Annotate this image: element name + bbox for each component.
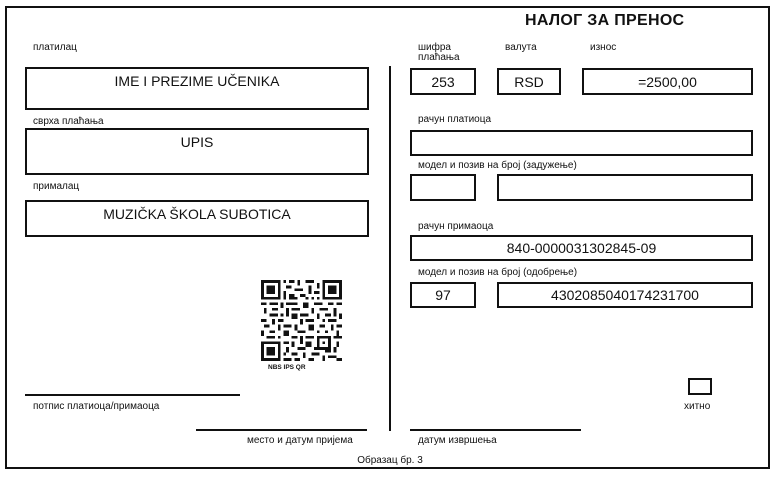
amount-field[interactable] (582, 68, 753, 95)
urgent-checkbox[interactable] (688, 378, 712, 395)
credit-reference-value: 4302085040174231700 (551, 287, 699, 303)
place-date-line (196, 429, 367, 431)
credit-model-value: 97 (435, 287, 451, 303)
recipient-account-value: 840-0000031302845-09 (506, 240, 657, 256)
execution-date-line (410, 429, 581, 431)
form-title: НАЛОГ ЗА ПРЕНОС (525, 12, 685, 29)
currency-value: RSD (514, 73, 544, 90)
amount-label: износ (590, 42, 617, 53)
qr-code-image (261, 280, 342, 361)
recipient-label: прималац (33, 181, 80, 192)
payer-field[interactable] (25, 67, 369, 110)
recipient-account-label: рачун примаоца (418, 221, 494, 232)
recipient-account-field[interactable] (410, 235, 753, 261)
debit-model-label: модел и позив на број (задужење) (418, 160, 577, 171)
purpose-label: сврха плаћања (33, 116, 104, 127)
debit-reference-field[interactable] (497, 174, 753, 201)
debit-model-field[interactable] (410, 174, 476, 201)
amount-value: =2500,00 (638, 73, 697, 90)
execution-date-label: датум извршења (418, 435, 497, 446)
currency-field[interactable] (497, 68, 561, 95)
urgent-label: хитно (684, 401, 711, 412)
payer-value: IME I PREZIME UČENIKA (114, 73, 280, 89)
payer-label: платилац (33, 42, 77, 53)
recipient-value: MUZIČKA ŠKOLA SUBOTICA (103, 206, 291, 222)
credit-model-label: модел и позив на број (одобрење) (418, 267, 578, 278)
form-number: Образац бр. 3 (357, 455, 423, 466)
column-divider (389, 66, 391, 431)
signature-line (25, 394, 240, 396)
payment-code-value: 253 (431, 73, 455, 90)
payer-account-field[interactable] (410, 130, 753, 156)
qr-caption: NBS IPS QR (268, 364, 306, 371)
payment-code-label-line2: плаћања (418, 52, 460, 63)
place-date-label: место и датум пријема (247, 435, 353, 446)
credit-reference-field[interactable] (497, 282, 753, 308)
signature-label: потпис платиоца/примаоца (33, 401, 160, 412)
purpose-value: UPIS (180, 134, 214, 150)
payment-code-field[interactable] (410, 68, 476, 95)
credit-model-field[interactable] (410, 282, 476, 308)
recipient-field[interactable] (25, 200, 369, 237)
payer-account-label: рачун платиоца (418, 114, 492, 125)
payment-code-label-line1: шифра (418, 42, 451, 53)
currency-label: валута (505, 42, 537, 53)
purpose-field[interactable] (25, 128, 369, 175)
